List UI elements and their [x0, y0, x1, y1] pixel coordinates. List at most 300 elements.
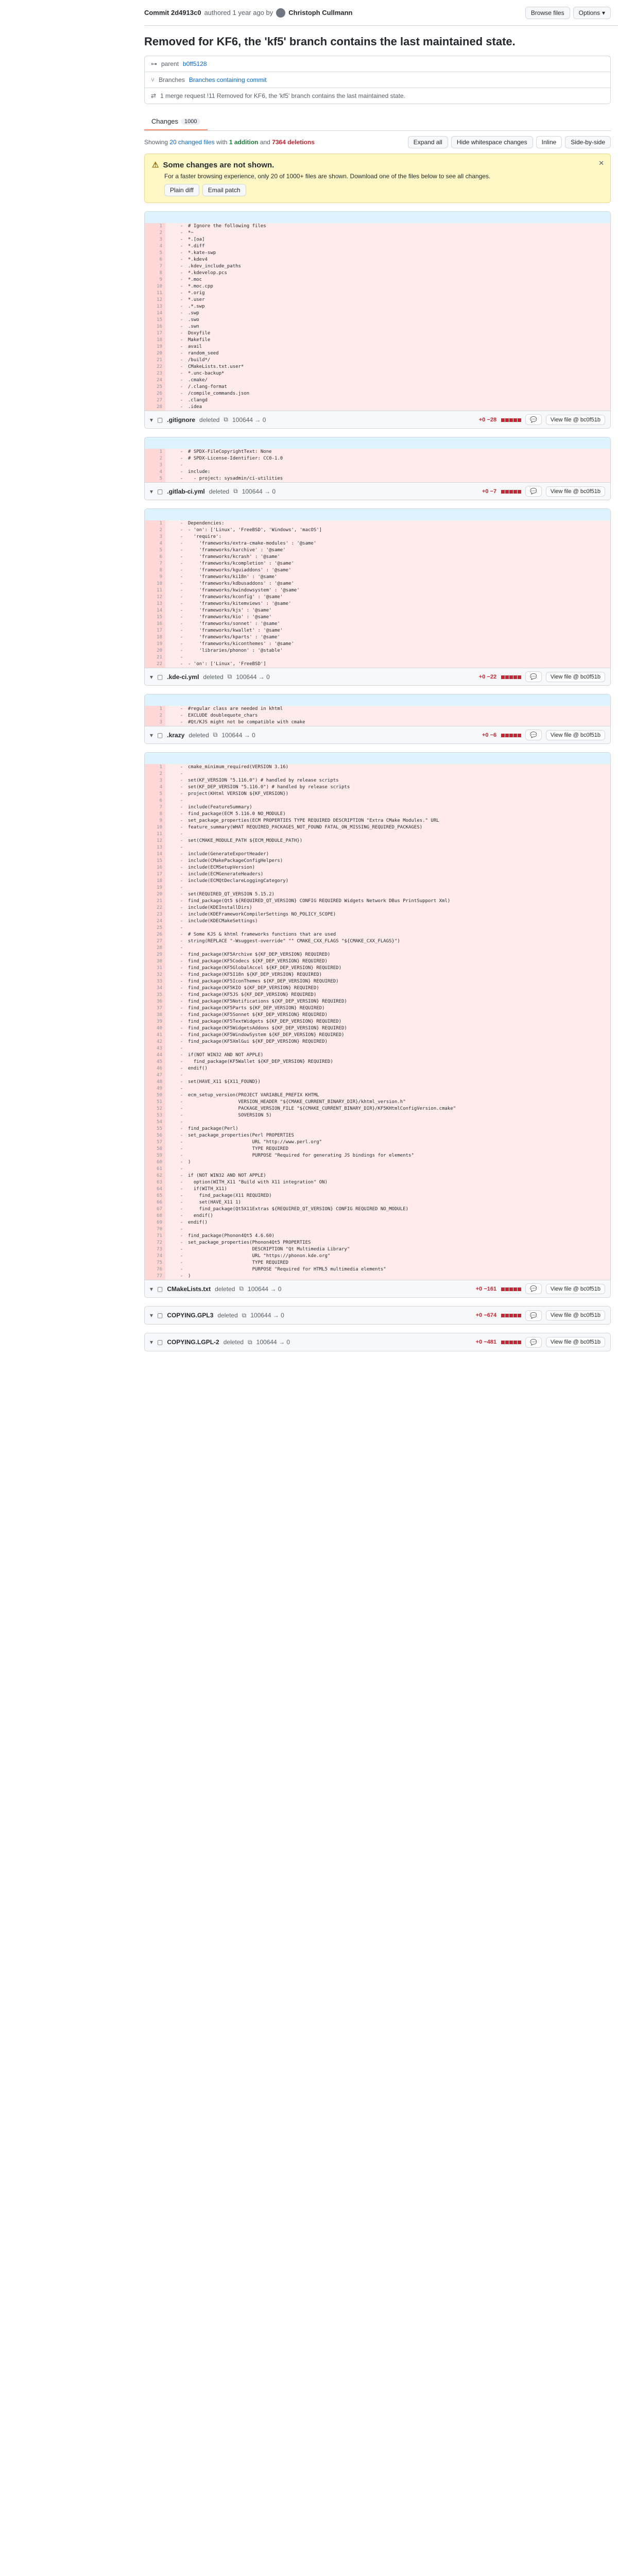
- line-sign: -: [180, 1012, 183, 1018]
- line-code: feature_summary(WHAT REQUIRED_PACKAGES_NOT_FOUND FATAL_ON_MISSING_REQUIRED_PACKAGES): [188, 825, 423, 830]
- line-number[interactable]: 73: [145, 1246, 165, 1253]
- line-code: set(REQUIRED_QT_VERSION 5.15.2): [188, 892, 274, 897]
- line-sign: -: [180, 979, 183, 984]
- tab-changes[interactable]: [144, 113, 208, 130]
- line-number[interactable]: 36: [145, 998, 165, 1005]
- browse-files-button[interactable]: Browse files: [525, 7, 570, 19]
- diff-line: [145, 831, 610, 838]
- line-number[interactable]: 41: [145, 1032, 165, 1039]
- diff-line: [145, 885, 610, 891]
- line-sign: -: [180, 1193, 183, 1198]
- line-number[interactable]: 23: [145, 370, 165, 377]
- line-number[interactable]: 57: [145, 1139, 165, 1146]
- tab-bar: [144, 113, 611, 131]
- line-number[interactable]: 48: [145, 1079, 165, 1086]
- line-number[interactable]: 6: [145, 554, 165, 561]
- diff-line: [145, 614, 610, 621]
- diff-line: [145, 958, 610, 965]
- line-code: *.unc-backup*: [188, 371, 225, 376]
- line-number[interactable]: 70: [145, 1226, 165, 1233]
- expand-all-button[interactable]: Expand all: [408, 136, 448, 148]
- line-number[interactable]: 61: [145, 1166, 165, 1173]
- diff-line: [145, 838, 610, 844]
- diff-stat-square: [518, 1287, 521, 1291]
- line-sign: -: [180, 1106, 183, 1111]
- line-number[interactable]: 1: [145, 223, 165, 230]
- chevron-down-icon[interactable]: ▾: [150, 1285, 153, 1293]
- line-number[interactable]: 62: [145, 1173, 165, 1179]
- line-number[interactable]: 11: [145, 290, 165, 297]
- line-sign: -: [180, 534, 183, 539]
- line-code: [188, 771, 610, 777]
- comment-icon[interactable]: 💬: [525, 671, 542, 682]
- line-number[interactable]: 20: [145, 891, 165, 898]
- line-number[interactable]: 19: [145, 641, 165, 648]
- line-code: 'frameworks/sonnet' : '@same': [188, 621, 280, 626]
- view-file-button[interactable]: View file @ bc0f51b: [546, 486, 605, 497]
- diff-stat-square: [518, 734, 521, 737]
- line-number[interactable]: 31: [145, 965, 165, 972]
- diff-line: [145, 520, 610, 527]
- line-number[interactable]: 14: [145, 607, 165, 614]
- line-number[interactable]: 22: [145, 364, 165, 370]
- line-number[interactable]: 47: [145, 1072, 165, 1079]
- line-number[interactable]: 11: [145, 831, 165, 838]
- line-number[interactable]: 76: [145, 1266, 165, 1273]
- diff-line: [145, 1065, 610, 1072]
- line-number[interactable]: 37: [145, 1005, 165, 1012]
- diff-line: [145, 527, 610, 534]
- line-number[interactable]: 5: [145, 476, 165, 482]
- line-number[interactable]: 44: [145, 1052, 165, 1059]
- line-sign: -: [180, 331, 183, 336]
- diff-stat-square: [509, 1341, 513, 1344]
- copy-icon[interactable]: ⧉: [213, 731, 218, 738]
- line-number[interactable]: 66: [145, 1199, 165, 1206]
- diff-line: [145, 1019, 610, 1025]
- diff-line: [145, 898, 610, 905]
- view-file-button[interactable]: View file @ bc0f51b: [546, 730, 605, 740]
- line-number[interactable]: 9: [145, 574, 165, 581]
- line-number[interactable]: 54: [145, 1119, 165, 1126]
- line-number[interactable]: 52: [145, 1106, 165, 1112]
- line-sign: -: [180, 1247, 183, 1252]
- line-number[interactable]: 18: [145, 337, 165, 344]
- hunk-header[interactable]: [145, 212, 610, 223]
- line-number[interactable]: 27: [145, 397, 165, 404]
- line-number[interactable]: 8: [145, 811, 165, 818]
- line-number[interactable]: 3: [145, 462, 165, 469]
- copy-icon[interactable]: ⧉: [248, 1338, 252, 1346]
- line-number[interactable]: 7: [145, 804, 165, 811]
- diff-line: [145, 871, 610, 878]
- line-number[interactable]: 33: [145, 978, 165, 985]
- file-mode: 100644 → 0: [248, 1285, 282, 1293]
- line-number[interactable]: 11: [145, 587, 165, 594]
- diff-line: [145, 791, 610, 798]
- diff-line: [145, 784, 610, 791]
- line-sign: -: [180, 1086, 183, 1091]
- line-code: # SPDX-License-Identifier: CC0-1.0: [188, 456, 283, 461]
- line-number[interactable]: 49: [145, 1086, 165, 1092]
- line-sign: -: [180, 324, 183, 329]
- changes-warning: [144, 154, 611, 203]
- line-number[interactable]: 21: [145, 357, 165, 364]
- file-status: deleted: [188, 731, 209, 739]
- line-code: 'frameworks/kwallet' : '@same': [188, 628, 283, 633]
- diff-line: [145, 223, 610, 230]
- diff-line: [145, 449, 610, 455]
- line-number[interactable]: 20: [145, 648, 165, 654]
- comment-icon[interactable]: 💬: [525, 1337, 542, 1348]
- line-number[interactable]: 8: [145, 270, 165, 277]
- line-number[interactable]: 6: [145, 798, 165, 804]
- line-number[interactable]: 77: [145, 1273, 165, 1280]
- line-number[interactable]: 6: [145, 257, 165, 263]
- line-number[interactable]: 14: [145, 310, 165, 317]
- line-code: include(KDEInstallDirs): [188, 905, 252, 910]
- line-code: include(KDEFrameworkCompilerSettings NO_POLICY_SCOPE): [188, 912, 336, 917]
- chevron-down-icon[interactable]: ▾: [150, 416, 153, 423]
- file-name[interactable]: COPYING.LGPL-2: [167, 1338, 219, 1346]
- line-code: option(WITH_X11 "Build with X11 integration" ON): [188, 1180, 328, 1185]
- diff-line: [145, 938, 610, 945]
- line-sign: -: [180, 992, 183, 997]
- diff-line: [145, 1005, 610, 1012]
- line-sign: -: [180, 1120, 183, 1125]
- comment-icon[interactable]: 💬: [525, 486, 542, 497]
- line-number[interactable]: 28: [145, 404, 165, 411]
- line-number[interactable]: 26: [145, 391, 165, 397]
- line-number[interactable]: 17: [145, 330, 165, 337]
- line-code: #Qt/KJS might not be compatible with cmake: [188, 720, 305, 725]
- line-code: *.user: [188, 297, 205, 302]
- line-number[interactable]: 71: [145, 1233, 165, 1240]
- line-number[interactable]: 2: [145, 771, 165, 777]
- hunk-header[interactable]: [145, 437, 610, 449]
- line-number[interactable]: 35: [145, 992, 165, 998]
- line-number[interactable]: 34: [145, 985, 165, 992]
- line-code: set(CMAKE_MODULE_PATH ${ECM_MODULE_PATH}): [188, 838, 303, 843]
- view-file-button[interactable]: View file @ bc0f51b: [546, 672, 605, 682]
- line-number[interactable]: 24: [145, 377, 165, 384]
- copy-icon[interactable]: ⧉: [224, 416, 228, 423]
- line-number[interactable]: 65: [145, 1193, 165, 1199]
- line-number[interactable]: 72: [145, 1240, 165, 1246]
- line-number[interactable]: 67: [145, 1206, 165, 1213]
- line-sign: -: [180, 765, 183, 770]
- copy-icon[interactable]: ⧉: [227, 673, 232, 680]
- line-number[interactable]: 29: [145, 952, 165, 958]
- line-number[interactable]: 40: [145, 1025, 165, 1032]
- diff-line: [145, 1025, 610, 1032]
- comment-icon[interactable]: 💬: [525, 730, 542, 740]
- close-icon[interactable]: ✕: [598, 159, 604, 167]
- line-number[interactable]: 25: [145, 925, 165, 931]
- line-sign: -: [180, 1227, 183, 1232]
- line-number[interactable]: 4: [145, 540, 165, 547]
- view-file-button[interactable]: View file @ bc0f51b: [546, 415, 605, 425]
- line-number[interactable]: 4: [145, 243, 165, 250]
- options-dropdown[interactable]: [573, 7, 611, 19]
- line-number[interactable]: 15: [145, 858, 165, 865]
- diff-line: [145, 858, 610, 865]
- line-number[interactable]: 5: [145, 250, 165, 257]
- line-number[interactable]: 1: [145, 520, 165, 527]
- file-name[interactable]: .gitlab-ci.yml: [167, 487, 205, 495]
- comment-icon[interactable]: 💬: [525, 1310, 542, 1321]
- branch-icon: ⑂: [151, 76, 155, 83]
- line-code: # SPDX-FileCopyrightText: None: [188, 449, 272, 454]
- line-number[interactable]: 58: [145, 1146, 165, 1153]
- line-number[interactable]: 8: [145, 567, 165, 574]
- line-number[interactable]: 15: [145, 317, 165, 324]
- file-header: [145, 1280, 610, 1297]
- line-number[interactable]: 13: [145, 303, 165, 310]
- line-number[interactable]: 30: [145, 958, 165, 965]
- line-sign: -: [180, 521, 183, 526]
- line-number[interactable]: 1: [145, 449, 165, 455]
- copy-icon[interactable]: ⧉: [233, 487, 238, 495]
- line-number[interactable]: 20: [145, 350, 165, 357]
- diff-line: [145, 918, 610, 925]
- line-number[interactable]: 51: [145, 1099, 165, 1106]
- line-number[interactable]: 46: [145, 1065, 165, 1072]
- hunk-header[interactable]: [145, 694, 610, 706]
- line-sign: -: [180, 595, 183, 600]
- line-sign: -: [180, 778, 183, 783]
- line-number[interactable]: 12: [145, 594, 165, 601]
- line-number[interactable]: 22: [145, 661, 165, 668]
- diff-line: [145, 1179, 610, 1186]
- line-number[interactable]: 55: [145, 1126, 165, 1132]
- line-sign: -: [180, 541, 183, 546]
- changed-files-link[interactable]: 20 changed files: [169, 139, 215, 146]
- diff-line: [145, 931, 610, 938]
- deletions-count: 7364 deletions: [272, 139, 315, 146]
- line-number[interactable]: 25: [145, 384, 165, 391]
- line-number[interactable]: 3: [145, 777, 165, 784]
- merge-request-icon: ⇄: [151, 92, 157, 99]
- line-number[interactable]: 69: [145, 1219, 165, 1226]
- line-code: 'libraries/phonon' : '@stable': [188, 648, 283, 653]
- hide-whitespace-button[interactable]: Hide whitespace changes: [451, 136, 533, 148]
- comment-icon[interactable]: 💬: [525, 1283, 542, 1294]
- file-name[interactable]: .kde-ci.yml: [167, 673, 199, 681]
- line-number[interactable]: 12: [145, 838, 165, 844]
- file-status: deleted: [203, 673, 224, 681]
- line-sign: -: [180, 344, 183, 349]
- line-number[interactable]: 15: [145, 614, 165, 621]
- line-number[interactable]: 16: [145, 621, 165, 628]
- line-number[interactable]: 59: [145, 1153, 165, 1159]
- diff-line: [145, 1266, 610, 1273]
- line-number[interactable]: 7: [145, 561, 165, 567]
- diff-file: [144, 509, 611, 686]
- diff-line: [145, 965, 610, 972]
- diff-line: [145, 628, 610, 634]
- showing-text: Showing: [144, 139, 168, 146]
- file-name[interactable]: .krazy: [167, 731, 185, 739]
- line-sign: -: [180, 825, 183, 830]
- plain-diff-button[interactable]: Plain diff: [164, 184, 199, 196]
- copy-icon[interactable]: ⧉: [239, 1285, 244, 1292]
- diff-line: [145, 952, 610, 958]
- line-number[interactable]: 10: [145, 581, 165, 587]
- line-number[interactable]: 38: [145, 1012, 165, 1019]
- line-number[interactable]: 7: [145, 263, 165, 270]
- line-code: 'frameworks/kparts' : '@same': [188, 635, 280, 640]
- line-number[interactable]: 3: [145, 534, 165, 540]
- file-name[interactable]: .gitignore: [167, 416, 196, 423]
- line-sign: -: [180, 899, 183, 904]
- file-name[interactable]: CMakeLists.txt: [167, 1285, 211, 1293]
- line-number[interactable]: 74: [145, 1253, 165, 1260]
- inline-button[interactable]: Inline: [536, 136, 562, 148]
- chevron-down-icon: ▾: [602, 9, 605, 16]
- line-number[interactable]: 9: [145, 277, 165, 283]
- diff-line: [145, 824, 610, 831]
- line-sign: -: [180, 972, 183, 977]
- line-sign: -: [180, 230, 183, 235]
- diff-line: [145, 384, 610, 391]
- diff-line: [145, 554, 610, 561]
- chevron-down-icon[interactable]: ▾: [150, 731, 153, 739]
- diff-line: [145, 1246, 610, 1253]
- line-number[interactable]: 10: [145, 824, 165, 831]
- side-by-side-button[interactable]: Side-by-side: [565, 136, 611, 148]
- view-file-button[interactable]: View file @ bc0f51b: [546, 1310, 605, 1320]
- line-number[interactable]: 12: [145, 297, 165, 303]
- line-number[interactable]: 21: [145, 654, 165, 661]
- file-stat: +0 −7: [482, 488, 497, 495]
- line-number[interactable]: 10: [145, 283, 165, 290]
- line-number[interactable]: 27: [145, 938, 165, 945]
- line-number[interactable]: 17: [145, 871, 165, 878]
- line-number[interactable]: 13: [145, 844, 165, 851]
- file-name[interactable]: COPYING.GPL3: [167, 1312, 214, 1319]
- chevron-down-icon[interactable]: ▾: [150, 487, 153, 495]
- line-number[interactable]: 14: [145, 851, 165, 858]
- line-number[interactable]: 4: [145, 469, 165, 476]
- line-number[interactable]: 9: [145, 818, 165, 824]
- diff-stat-square: [513, 418, 517, 422]
- comment-icon[interactable]: 💬: [525, 414, 542, 425]
- line-number[interactable]: 21: [145, 898, 165, 905]
- line-code: 'frameworks/kdbusaddons' : '@same': [188, 581, 294, 586]
- line-number[interactable]: 23: [145, 911, 165, 918]
- file-stat: +0 −22: [478, 673, 497, 680]
- line-number[interactable]: 5: [145, 791, 165, 798]
- line-number[interactable]: 45: [145, 1059, 165, 1065]
- diff-line: [145, 804, 610, 811]
- line-number[interactable]: 19: [145, 344, 165, 350]
- email-patch-button[interactable]: Email patch: [202, 184, 246, 196]
- line-number[interactable]: 18: [145, 878, 165, 885]
- file-header: [145, 482, 610, 500]
- line-number[interactable]: 42: [145, 1039, 165, 1045]
- diff-stat-square: [501, 1314, 505, 1317]
- diff-line: [145, 1045, 610, 1052]
- line-number[interactable]: 63: [145, 1179, 165, 1186]
- line-number[interactable]: 68: [145, 1213, 165, 1219]
- chevron-down-icon[interactable]: ▾: [150, 1338, 153, 1346]
- author-avatar[interactable]: [276, 8, 285, 18]
- line-number[interactable]: 64: [145, 1186, 165, 1193]
- diff-line: [145, 1092, 610, 1099]
- line-number[interactable]: 3: [145, 719, 165, 726]
- diff-line: [145, 1153, 610, 1159]
- line-number[interactable]: 4: [145, 784, 165, 791]
- line-number[interactable]: 50: [145, 1092, 165, 1099]
- line-number[interactable]: 75: [145, 1260, 165, 1266]
- merge-request-text[interactable]: 1 merge request !11 Removed for KF6, the 'kf5' branch contains the last maintained state.: [160, 92, 406, 99]
- options-label: Options: [578, 9, 600, 16]
- line-number[interactable]: 56: [145, 1132, 165, 1139]
- chevron-down-icon[interactable]: ▾: [150, 1312, 153, 1319]
- line-number[interactable]: 13: [145, 601, 165, 607]
- line-number[interactable]: 28: [145, 945, 165, 952]
- line-number[interactable]: 2: [145, 713, 165, 719]
- line-number[interactable]: 2: [145, 527, 165, 534]
- hunk-header[interactable]: [145, 509, 610, 520]
- line-number[interactable]: 16: [145, 865, 165, 871]
- line-number[interactable]: 24: [145, 918, 165, 925]
- line-number[interactable]: 5: [145, 547, 165, 554]
- file-mode: 100644 → 0: [242, 487, 276, 495]
- line-number[interactable]: 19: [145, 885, 165, 891]
- line-number[interactable]: 26: [145, 931, 165, 938]
- line-number[interactable]: 1: [145, 764, 165, 771]
- line-number[interactable]: 16: [145, 324, 165, 330]
- line-number[interactable]: 2: [145, 455, 165, 462]
- line-sign: -: [180, 304, 183, 309]
- line-number[interactable]: 22: [145, 905, 165, 911]
- view-file-button[interactable]: View file @ bc0f51b: [546, 1284, 605, 1294]
- line-code: find_package(KF5IconThemes ${KF_DEP_VERSION} REQUIRED): [188, 979, 339, 984]
- copy-icon[interactable]: ⧉: [242, 1311, 247, 1319]
- line-code: [188, 654, 610, 661]
- diff-line: [145, 1166, 610, 1173]
- line-number[interactable]: 17: [145, 628, 165, 634]
- diff-view-buttons: [408, 136, 611, 148]
- line-code: find_package(Qt5 ${REQUIRED_QT_VERSION} CONFIG REQUIRED Widgets Network DBus PrintSupport Xml): [188, 899, 451, 904]
- author-name[interactable]: Christoph Cullmann: [288, 9, 353, 16]
- line-number[interactable]: 39: [145, 1019, 165, 1025]
- line-number[interactable]: 1: [145, 706, 165, 713]
- line-sign: -: [180, 284, 183, 289]
- branches-link[interactable]: Branches containing commit: [188, 76, 267, 83]
- line-code: - 'on': ['Linux', 'FreeBSD', 'Windows', 'macOS']: [188, 528, 322, 533]
- hunk-header[interactable]: [145, 753, 610, 764]
- diff-line: [145, 798, 610, 804]
- authored-text: authored 1 year ago by: [204, 9, 273, 16]
- line-number[interactable]: 43: [145, 1045, 165, 1052]
- chevron-down-icon[interactable]: ▾: [150, 673, 153, 681]
- line-number[interactable]: 3: [145, 236, 165, 243]
- diff-line: [145, 397, 610, 404]
- diff-stat-square: [505, 1287, 509, 1291]
- parent-hash-link[interactable]: b0ff5128: [183, 60, 207, 67]
- diff-stat-bar: [501, 416, 521, 423]
- view-file-button[interactable]: View file @ bc0f51b: [546, 1337, 605, 1347]
- line-number[interactable]: 18: [145, 634, 165, 641]
- line-number[interactable]: 60: [145, 1159, 165, 1166]
- diff-stat-square: [518, 490, 521, 494]
- line-number[interactable]: 2: [145, 230, 165, 236]
- line-number[interactable]: 53: [145, 1112, 165, 1119]
- line-number[interactable]: 32: [145, 972, 165, 978]
